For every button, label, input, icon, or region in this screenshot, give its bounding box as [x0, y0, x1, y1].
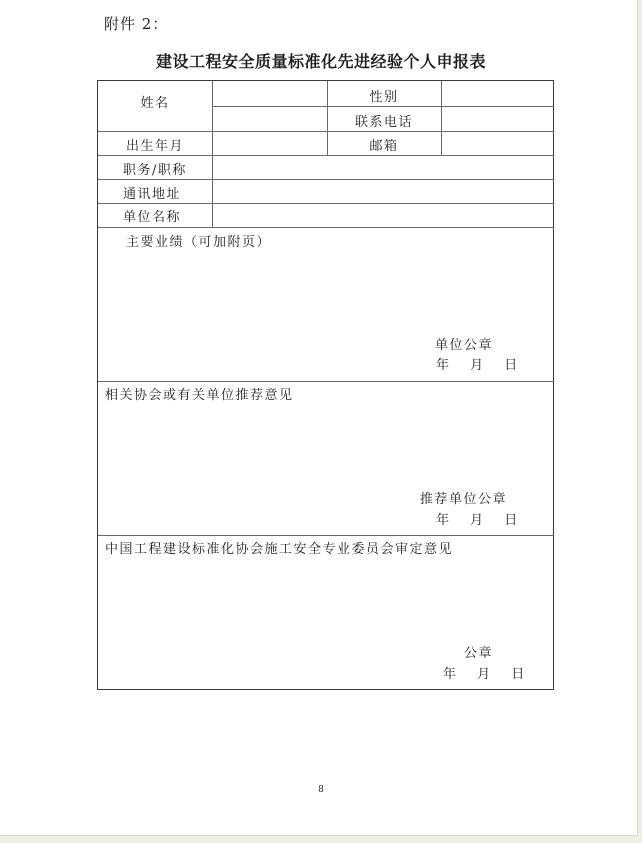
row-divider	[212, 106, 554, 107]
row-divider	[98, 535, 554, 536]
review-date: 年 月 日	[443, 667, 526, 682]
gender-label: 性别	[369, 90, 399, 105]
review-heading: 中国工程建设标准化协会施工安全专业委员会审定意见	[105, 542, 454, 557]
address-label: 通讯地址	[123, 187, 182, 202]
row-divider	[98, 155, 554, 156]
phone-label: 联系电话	[354, 115, 413, 130]
recommendation-heading: 相关协会或有关单位推荐意见	[105, 388, 294, 403]
achievements-date: 年 月 日	[436, 358, 519, 373]
achievements-heading: 主要业绩（可加附页）	[126, 235, 272, 250]
position-label: 职务/职称	[123, 163, 187, 178]
application-form-table	[97, 80, 554, 690]
birth-label: 出生年月	[125, 139, 184, 154]
column-divider	[441, 81, 442, 155]
achievements-seal: 单位公章	[435, 338, 494, 353]
review-seal: 公章	[464, 646, 494, 661]
email-label: 邮箱	[369, 139, 399, 154]
recommendation-date: 年 月 日	[436, 513, 519, 528]
recommendation-seal: 推荐单位公章	[420, 492, 508, 507]
row-divider	[98, 227, 554, 228]
form-title: 建设工程安全质量标准化先进经验个人申报表	[155, 52, 486, 71]
attachment-label: 附件 2：	[104, 15, 169, 33]
row-divider	[98, 203, 554, 204]
column-divider	[212, 81, 213, 227]
row-divider	[98, 381, 554, 382]
name-label: 姓名	[140, 96, 170, 111]
organization-label: 单位名称	[123, 210, 182, 225]
page-number: 8	[318, 785, 324, 795]
row-divider	[98, 179, 554, 180]
row-divider	[98, 131, 554, 132]
